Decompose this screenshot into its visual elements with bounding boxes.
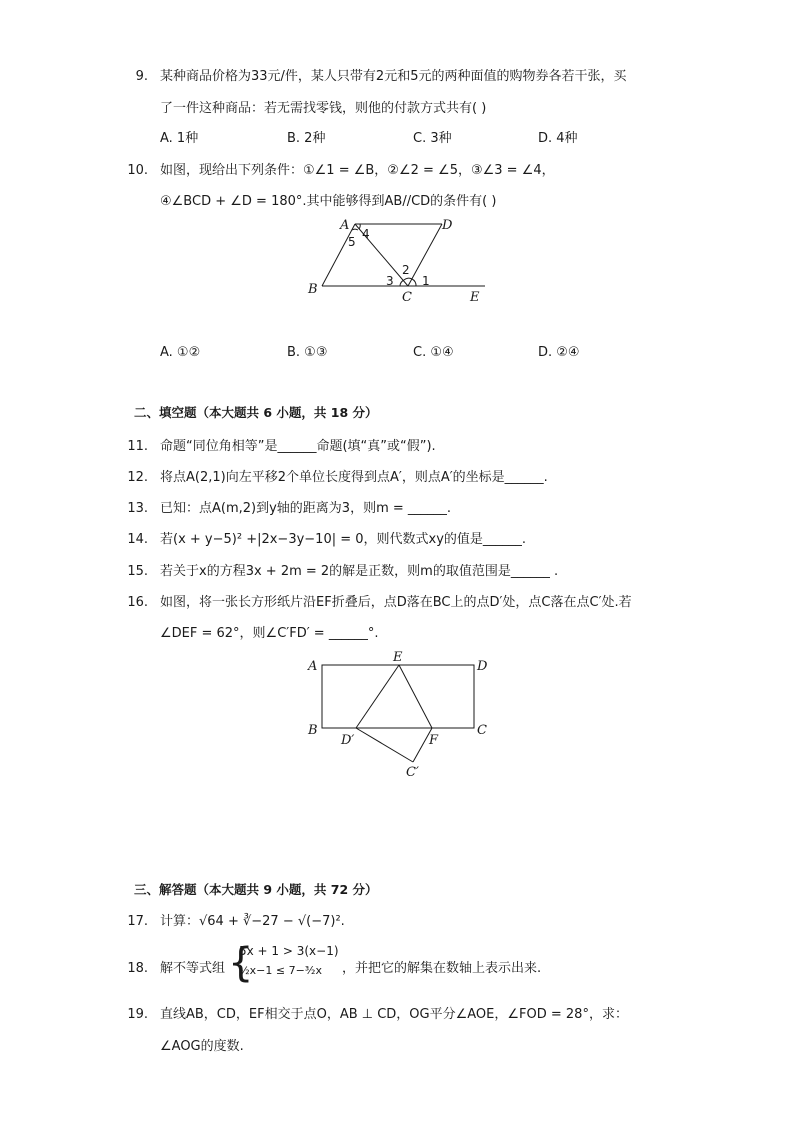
q10-label-c: C: [402, 290, 412, 305]
q10-number: 10.: [127, 163, 148, 178]
q14-number: 14.: [127, 532, 148, 547]
q10-label-a: A: [340, 218, 350, 233]
q11-text: 命题“同位角相等”是______命题(填“真”或“假”).: [160, 439, 436, 454]
q16-label-c: C: [477, 723, 487, 738]
q16-label-b: B: [308, 723, 318, 738]
q9-text-line2: 了一件这种商品：若无需找零钱，则他的付款方式共有( ): [160, 101, 487, 116]
q16-line-e-f: [399, 665, 432, 728]
q17-number: 17.: [127, 914, 148, 929]
q10-option-c: C. ①④: [413, 345, 454, 360]
q15-text: 若关于x的方程3x + 2m = 2的解是正数，则m的取值范围是______ .: [160, 564, 559, 579]
q10-label-b: B: [308, 282, 318, 297]
q13-number: 13.: [127, 501, 148, 516]
q19-text-line2: ∠AOG的度数.: [160, 1039, 244, 1054]
q16-line-dprime-cprime: [356, 728, 413, 762]
q10-text-line1: 如图，现给出下列条件：①∠1 = ∠B，②∠2 = ∠5，③∠3 = ∠4，: [160, 163, 555, 178]
q16-line-e-dprime: [356, 665, 399, 728]
q18-inequality-system: [228, 941, 348, 985]
section3-title: 三、解答题（本大题共 9 小题，共 72 分）: [134, 882, 378, 897]
q10-option-d: D. ②④: [538, 345, 580, 360]
q18-inequality-1: 5x + 1 > 3(x−1): [239, 944, 339, 958]
q16-label-a: A: [308, 659, 318, 674]
q10-label-e: E: [470, 290, 480, 305]
q10-arc-1: [412, 279, 416, 286]
q19-number: 19.: [127, 1007, 148, 1022]
q10-label-1: 1: [422, 274, 430, 288]
q10-arc-5: [352, 229, 358, 230]
q13-text: 已知：点A(m,2)到y轴的距离为3，则m = ______.: [160, 501, 452, 516]
q14-text: 若(x + y−5)² +|2x−3y−10| = 0，则代数式xy的值是______.: [160, 532, 527, 547]
q16-figure: [300, 648, 500, 783]
q18-brace: {: [228, 940, 254, 986]
q10-text-line2: ④∠BCD + ∠D = 180°.其中能够得到AB//CD的条件有( ): [160, 194, 497, 209]
section2-title: 二、填空题（本大题共 6 小题，共 18 分）: [134, 405, 378, 420]
q16-text-line2: ∠DEF = 62°，则∠C′FD′ = ______°.: [160, 626, 379, 641]
q16-number: 16.: [127, 595, 148, 610]
q10-label-d: D: [442, 218, 453, 233]
q16-label-e: E: [393, 650, 403, 665]
q9-number: 9.: [135, 69, 148, 84]
q9-option-b: B. 2种: [287, 131, 326, 146]
q10-label-5: 5: [348, 235, 356, 249]
q15-number: 15.: [127, 564, 148, 579]
q18-inequality-2: ½x−1 ≤ 7−³⁄₂x: [239, 964, 322, 977]
q10-label-4: 4: [362, 227, 370, 241]
q9-text-line1: 某种商品价格为33元/件，某人只带有2元和5元的两种面值的购物券各若干张，买: [160, 69, 627, 84]
q9-option-c: C. 3种: [413, 131, 452, 146]
q16-label-cprime: C′: [406, 765, 419, 780]
q9-option-a: A. 1种: [160, 131, 199, 146]
q18-prefix: 解不等式组: [160, 961, 226, 976]
q10-option-a: A. ①②: [160, 345, 201, 360]
q11-number: 11.: [127, 439, 148, 454]
q10-option-b: B. ①③: [287, 345, 328, 360]
q10-line-ab: [322, 224, 355, 286]
q19-text-line1: 直线AB，CD，EF相交于点O，AB ⊥ CD，OG平分∠AOE，∠FOD = 28°，求：: [160, 1007, 628, 1022]
q12-number: 12.: [127, 470, 148, 485]
q18-number: 18.: [127, 961, 148, 976]
q16-text-line1: 如图，将一张长方形纸片沿EF折叠后，点D落在BC上的点D′处，点C落在点C′处.若: [160, 595, 632, 610]
q18-suffix: ，并把它的解集在数轴上表示出来.: [342, 961, 542, 976]
q16-label-dprime: D′: [341, 733, 355, 748]
q12-text: 将点A(2,1)向左平移2个单位长度得到点A′，则点A′的坐标是______.: [160, 470, 548, 485]
q10-figure: [300, 212, 500, 307]
q16-label-d: D: [477, 659, 488, 674]
q16-rectangle: [322, 665, 474, 728]
q10-label-3: 3: [386, 274, 394, 288]
q16-label-f: F: [429, 733, 439, 748]
q10-arc-2: [404, 278, 412, 280]
q10-label-2: 2: [402, 263, 410, 277]
q17-text: 计算：√64 + ∛−27 − √(−7)².: [160, 914, 345, 929]
q10-arc-4: [359, 224, 360, 229]
q9-option-d: D. 4种: [538, 131, 578, 146]
